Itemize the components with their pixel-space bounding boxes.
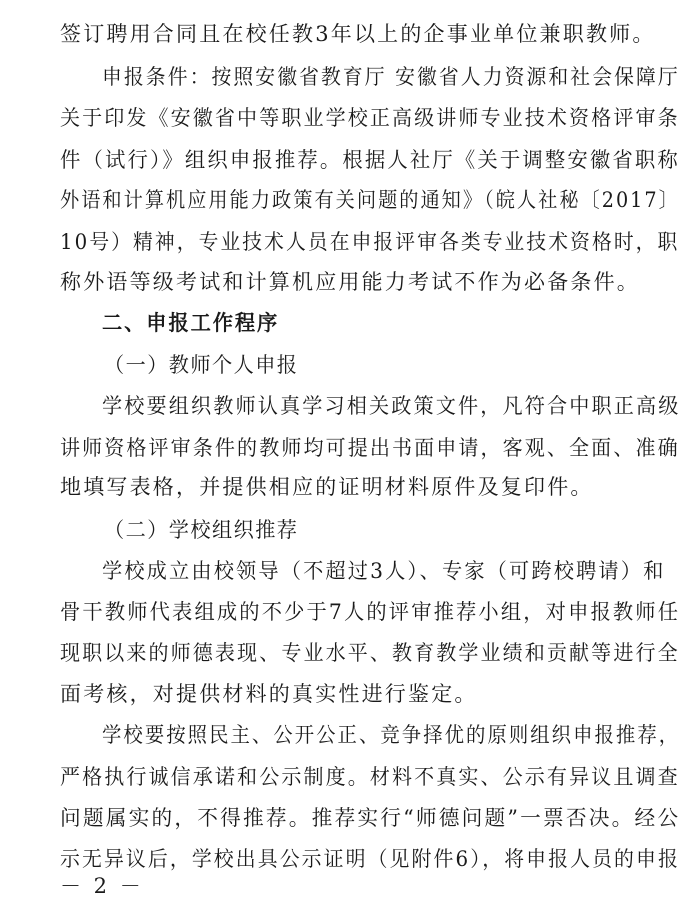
paragraph-line: 10号）精神，专业技术人员在申报评审各类专业技术资格时，职 bbox=[60, 230, 680, 254]
paragraph-line: 面考核，对提供材料的真实性进行鉴定。 bbox=[60, 682, 478, 706]
paragraph-line: 严格执行诚信承诺和公示制度。材料不真实、公示有异议且调查 bbox=[60, 765, 680, 789]
paragraph-line: 讲师资格评审条件的教师均可提出书面申请，客观、全面、准确 bbox=[60, 436, 680, 460]
paragraph-line: 地填写表格，并提供相应的证明材料原件及复印件。 bbox=[60, 475, 594, 499]
paragraph-line: 现职以来的师德表现、专业水平、教育教学业绩和贡献等进行全 bbox=[60, 641, 680, 665]
paragraph-line: 骨干教师代表组成的不少于7人的评审推荐小组，对申报教师任 bbox=[60, 600, 681, 624]
paragraph-line: 问题属实的，不得推荐。推荐实行“师德问题”一票否决。经公 bbox=[60, 806, 681, 830]
paragraph-line: 示无异议后，学校出具公示证明（见附件6），将申报人员的申报 bbox=[60, 847, 680, 871]
subsection-heading: （一）教师个人申报 bbox=[104, 353, 299, 377]
section-heading: 二、申报工作程序 bbox=[102, 310, 280, 335]
paragraph-line: 签订聘用合同且在校任教3年以上的企事业单位兼职教师。 bbox=[60, 22, 656, 46]
paragraph-line: 申报条件：按照安徽省教育厅 安徽省人力资源和社会保障厅 bbox=[102, 65, 680, 89]
subsection-heading: （二）学校组织推荐 bbox=[104, 518, 299, 542]
paragraph-line: 学校成立由校领导（不超过3人）、专家（可跨校聘请）和 bbox=[102, 559, 666, 583]
paragraph-line: 学校要组织教师认真学习相关政策文件，凡符合中职正高级 bbox=[102, 394, 681, 418]
page-number: － 2 － bbox=[60, 874, 144, 898]
paragraph-line: 关于印发《安徽省中等职业学校正高级讲师专业技术资格评审条 bbox=[60, 106, 680, 130]
paragraph-line: 外语和计算机应用能力政策有关问题的通知》（皖人社秘〔2017〕 bbox=[60, 188, 680, 212]
paragraph-line: 学校要按照民主、公开公正、竞争择优的原则组织申报推荐， bbox=[102, 723, 681, 747]
paragraph-line: 件（试行）》组织申报推荐。根据人社厅《关于调整安徽省职称 bbox=[60, 148, 680, 172]
paragraph-line: 称外语等级考试和计算机应用能力考试不作为必备条件。 bbox=[60, 270, 640, 294]
